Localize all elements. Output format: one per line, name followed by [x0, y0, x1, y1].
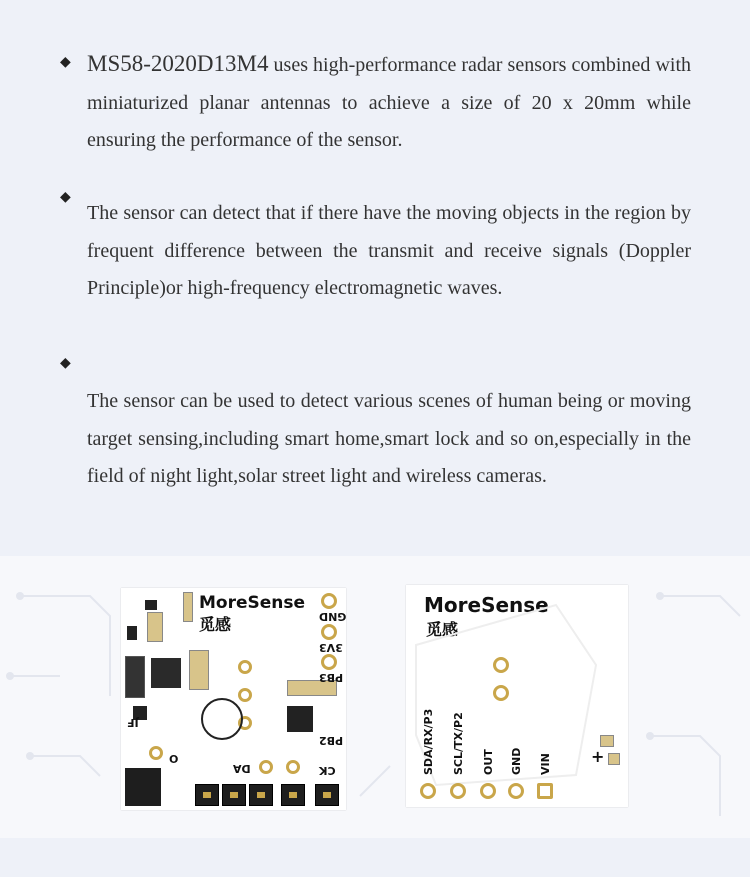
pin-label-o: O — [169, 752, 179, 765]
brand-logo-cn: 觅感 — [426, 620, 459, 639]
solder-pad — [493, 657, 509, 673]
connector-block — [125, 768, 161, 806]
pin-3v3-pad — [321, 624, 337, 640]
brand-logo: MoreSense — [424, 593, 549, 617]
pin-label-pb3: PB3 — [319, 671, 344, 684]
bullet-marker: ◆ — [60, 356, 71, 371]
header-pin — [315, 784, 339, 806]
paragraph-1-text: uses high-performance radar sensors combined with miniaturized planar antennas to achieve a size of 20 x 20mm while ensuring the performance of the sensor. — [87, 54, 691, 151]
smd-component — [608, 753, 620, 765]
plus-label: + — [591, 747, 605, 766]
resistor-array — [147, 612, 163, 642]
transistor — [287, 706, 313, 732]
solder-pad — [149, 746, 163, 760]
solder-pad — [238, 660, 252, 674]
pin-label-scl: SCL/TX/P2 — [452, 712, 465, 775]
smd-component — [600, 735, 614, 747]
resistor-array — [183, 592, 193, 622]
product-photo — [0, 556, 750, 838]
pin-label-da: DA — [233, 762, 251, 775]
pin-label-vin: VIN — [539, 753, 552, 775]
brand-logo-cn: 觅感 — [199, 615, 232, 634]
pin-label-3v3: 3V3 — [319, 641, 343, 654]
smd-component — [127, 626, 137, 640]
pin-label-ck: CK — [319, 764, 336, 777]
header-pin — [249, 784, 273, 806]
pin-label-pb2: PB2 — [319, 734, 344, 747]
pin-pb3-pad — [321, 654, 337, 670]
header-pin — [281, 784, 305, 806]
pin-label-gnd: GND — [319, 610, 347, 623]
bottom-strip — [0, 838, 750, 877]
bullet-marker: ◆ — [60, 55, 71, 70]
pin-scl-pad — [450, 783, 466, 799]
radar-module-back — [406, 585, 628, 807]
circuit-background — [0, 556, 750, 838]
paragraph-3: The sensor can be used to detect various scenes of human being or moving target sensing,including smart home,smart lock and so on,especially in the field of night light,solar street light and wireless cameras. — [87, 390, 691, 487]
resistor-array — [189, 650, 209, 690]
bullet-marker: ◆ — [60, 190, 71, 205]
paragraph-1 — [87, 45, 691, 160]
radar-module-front — [121, 588, 346, 810]
header-pin — [222, 784, 246, 806]
pin-gnd-pad — [321, 593, 337, 609]
solder-pad — [493, 685, 509, 701]
pin-sda-pad — [420, 783, 436, 799]
brand-logo: MoreSense — [199, 593, 306, 613]
header-pin — [195, 784, 219, 806]
pin-gnd-pad — [508, 783, 524, 799]
chip-ic — [151, 658, 181, 688]
solder-pad — [286, 760, 300, 774]
pin-label-sda: SDA/RX/P3 — [422, 708, 435, 775]
model-number: MS58-2020D13M4 — [87, 51, 269, 76]
smd-component — [145, 600, 157, 610]
pin-label-gnd: GND — [510, 747, 523, 775]
paragraph-2: The sensor can detect that if there have the moving objects in the region by frequent difference between the transmit and receive signals (Doppler Principle)or high-frequency electromagnetic waves. — [87, 202, 691, 299]
pin-vin-pad — [537, 783, 553, 799]
pin-label-jf: JF — [127, 716, 139, 729]
pin-out-pad — [480, 783, 496, 799]
pin-label-out: OUT — [482, 749, 495, 775]
antenna-ring — [201, 698, 243, 740]
solder-pad — [238, 688, 252, 702]
solder-pad — [259, 760, 273, 774]
smd-component — [125, 656, 145, 698]
